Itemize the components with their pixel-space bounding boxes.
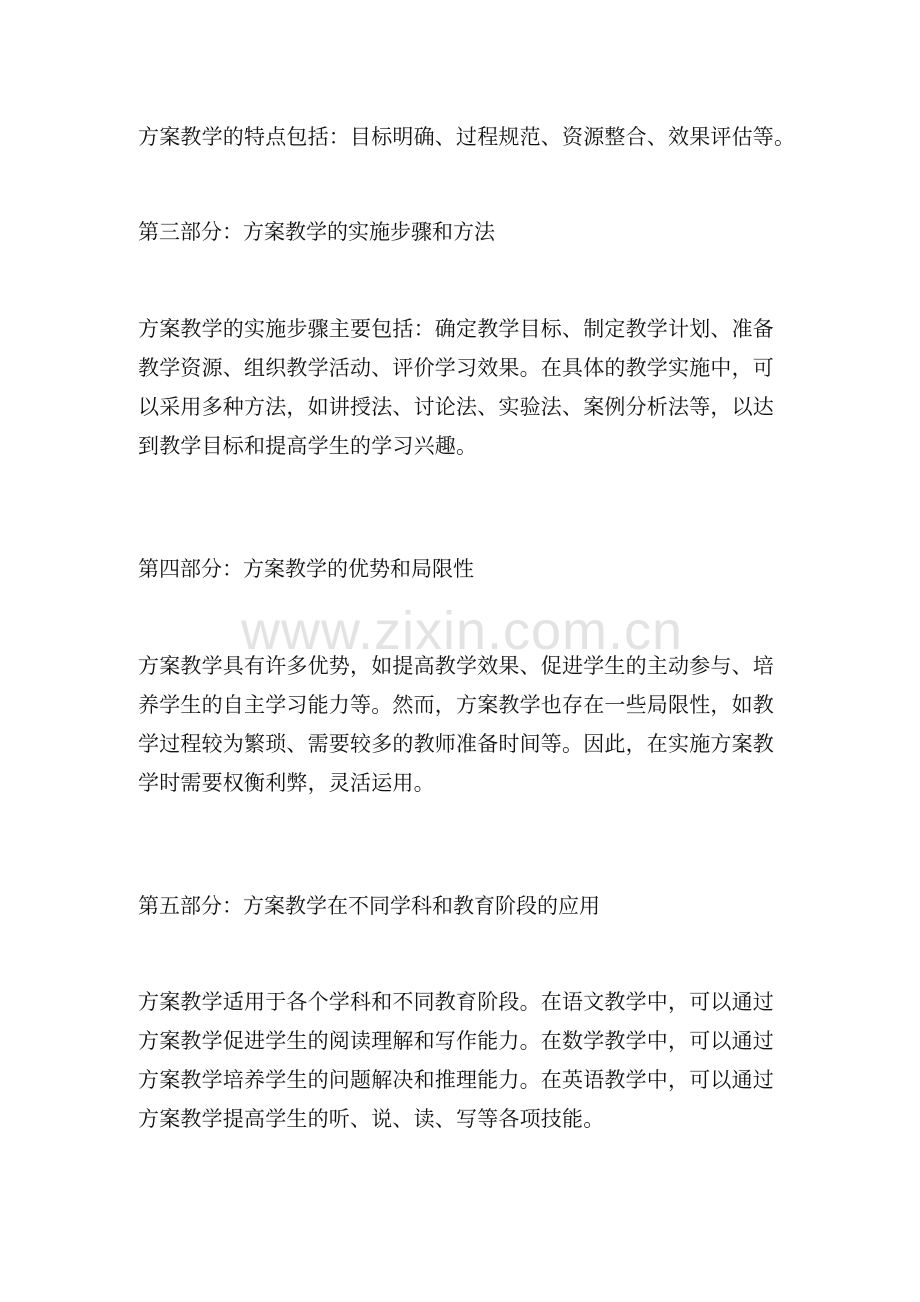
paragraph-line: 养学生的自主学习能力等。然而，方案教学也存在一些局限性，如教	[138, 693, 774, 717]
section-4-heading: 第四部分：方案教学的优势和局限性	[138, 557, 474, 581]
paragraph-line: 方案教学适用于各个学科和不同教育阶段。在语文教学中，可以通过	[138, 990, 774, 1014]
section-4-paragraph	[138, 647, 788, 803]
section-3-paragraph	[138, 310, 788, 466]
paragraph-line: 以采用多种方法，如讲授法、讨论法、实验法、案例分析法等，以达	[138, 395, 774, 419]
section-3-heading: 第三部分：方案教学的实施步骤和方法	[138, 220, 495, 244]
paragraph-line: 方案教学的实施步骤主要包括：确定教学目标、制定教学计划、准备	[138, 317, 774, 341]
paragraph-line: 学时需要权衡利弊，灵活运用。	[138, 771, 435, 795]
section-5-heading: 第五部分：方案教学在不同学科和教育阶段的应用	[138, 894, 600, 918]
watermark: www.zixin.com.cn	[240, 601, 684, 661]
paragraph-line: 方案教学具有许多优势，如提高教学效果、促进学生的主动参与、培	[138, 654, 774, 678]
paragraph-line: 方案教学培养学生的问题解决和推理能力。在英语教学中，可以通过	[138, 1068, 774, 1092]
paragraph-line: 方案教学促进学生的阅读理解和写作能力。在数学教学中，可以通过	[138, 1029, 774, 1053]
paragraph-line: 学过程较为繁琐、需要较多的教师准备时间等。因此，在实施方案教	[138, 732, 774, 756]
paragraph-line: 到教学目标和提高学生的学习兴趣。	[138, 434, 478, 458]
paragraph-line: 方案教学的特点包括：目标明确、过程规范、资源整合、效果评估等。	[138, 125, 796, 149]
paragraph-line: 方案教学提高学生的听、说、读、写等各项技能。	[138, 1107, 605, 1131]
paragraph-line: 教学资源、组织教学活动、评价学习效果。在具体的教学实施中，可	[138, 356, 774, 380]
features-paragraph	[138, 118, 796, 157]
section-5-paragraph	[138, 983, 788, 1139]
